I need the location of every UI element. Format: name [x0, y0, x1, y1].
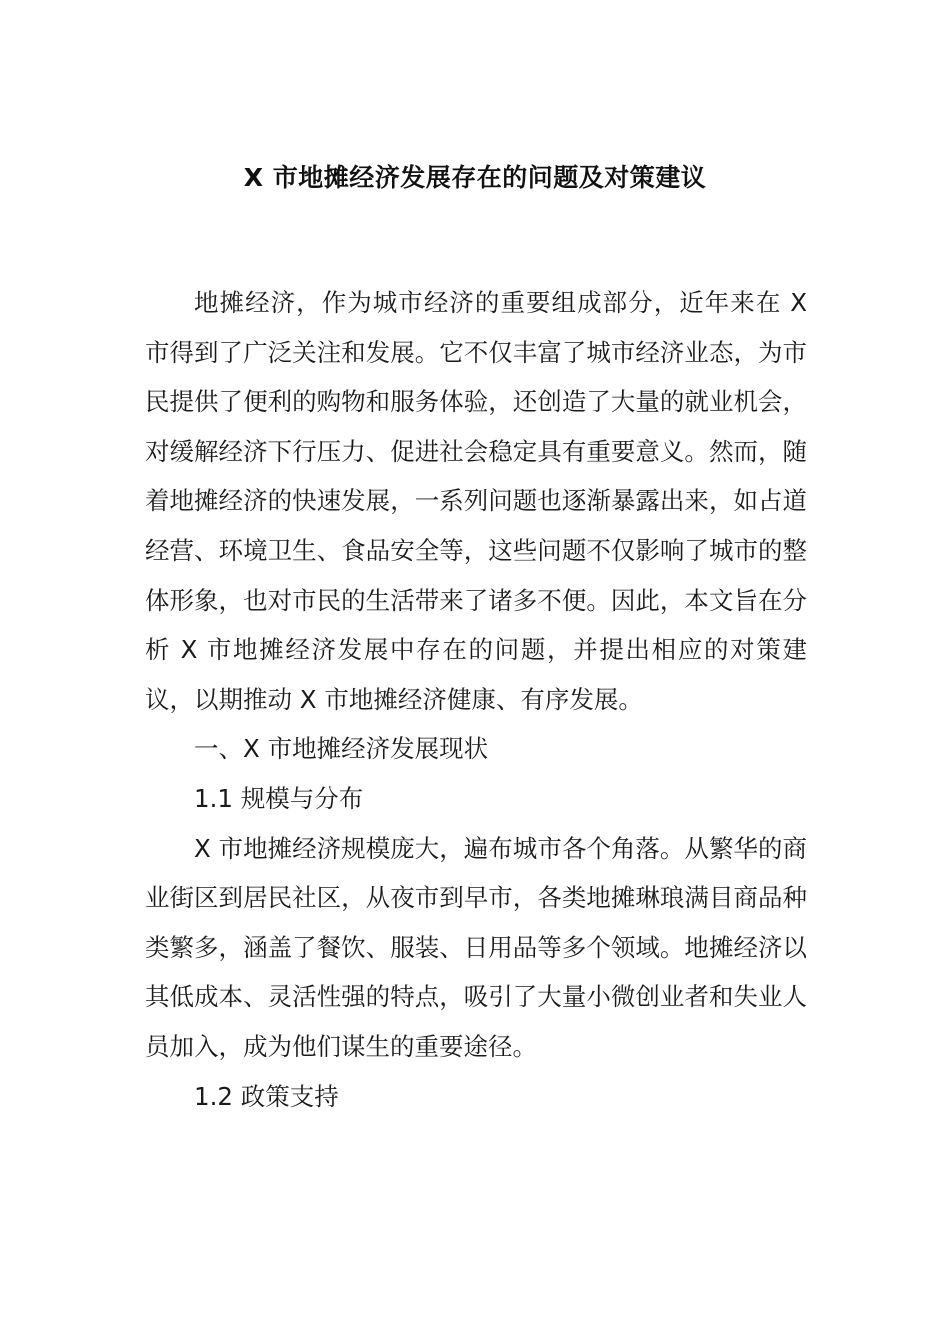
subsection-heading-policy: 1.2 政策支持	[194, 1081, 339, 1111]
document-title: X 市地摊经济发展存在的问题及对策建议	[243, 163, 707, 192]
section-heading-status: 一、X 市地摊经济发展现状	[194, 734, 489, 764]
scale-paragraph: X 市地摊经济规模庞大，遍布城市各个角落。从繁华的商业街区到居民社区，从夜市到早市，各类地摊琳琅满目商品种类繁多，涵盖了餐饮、服装、日用品等多个领域。地摊经济以其低成本、灵活性强的特点，吸引了大量小微创业者和失业人员加入，成为他们谋生的重要途径。	[145, 833, 807, 1061]
document-body	[145, 278, 807, 1121]
subsection-heading-scale: 1.1 规模与分布	[194, 783, 364, 813]
intro-paragraph: 地摊经济，作为城市经济的重要组成部分，近年来在 X 市得到了广泛关注和发展。它不仅丰富了城市经济业态，为市民提供了便利的购物和服务体验，还创造了大量的就业机会，对缓解经济下行压力、促进社会稳定具有重要意义。然而，随着地摊经济的快速发展，一系列问题也逐渐暴露出来，如占道经营、环境卫生、食品安全等，这些问题不仅影响了城市的整体形象，也对市民的生活带来了诸多不便。因此，本文旨在分析 X 市地摊经济发展中存在的问题，并提出相应的对策建议，以期推动 X 市地摊经济健康、有序发展。	[145, 288, 807, 714]
